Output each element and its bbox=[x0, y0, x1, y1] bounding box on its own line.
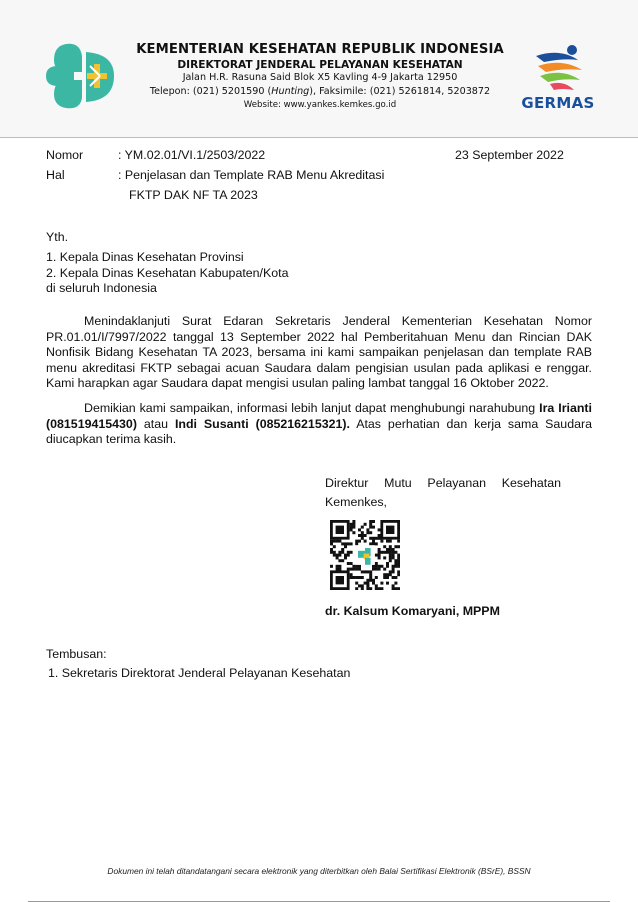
germas-logo-text: GERMAS bbox=[521, 94, 595, 112]
office-phone bbox=[120, 86, 520, 97]
nomor-value: : YM.02.01/VI.1/2503/2022 bbox=[118, 148, 266, 162]
addressee-location: di seluruh Indonesia bbox=[46, 281, 157, 295]
qr-code bbox=[330, 520, 400, 590]
letter-date: 23 September 2022 bbox=[455, 148, 564, 162]
signature-title-line1: Direktur Mutu Pelayanan Kesehatan bbox=[325, 476, 561, 490]
body-paragraph-1 bbox=[46, 314, 592, 392]
nomor-label: Nomor bbox=[46, 148, 84, 162]
addressee-yth: Yth. bbox=[46, 230, 69, 244]
directorate-name: DIREKTORAT JENDERAL PELAYANAN KESEHATAN bbox=[177, 59, 463, 71]
tembusan-item: 1. Sekretaris Direktorat Jenderal Pelayanan Kesehatan bbox=[48, 666, 351, 680]
hal-value-line2: FKTP DAK NF TA 2023 bbox=[129, 188, 258, 202]
esign-footer-note: Dokumen ini telah ditandatangani secara elektronik yang diterbitkan oleh Balai Sertifikasi Elektronik (BSrE), BSSN bbox=[107, 866, 531, 876]
office-address: Jalan H.R. Rasuna Said Blok X5 Kavling 4-9 Jakarta 12950 bbox=[182, 72, 458, 83]
contact-indi: Indi Susanti (085216215321). bbox=[174, 416, 350, 431]
kemenkes-logo bbox=[44, 42, 116, 110]
signature-title-line2: Kemenkes, bbox=[325, 495, 387, 509]
germas-logo bbox=[520, 42, 596, 114]
germas-emblem bbox=[520, 42, 596, 94]
phone-suffix: ), Faksimile: (021) 5261814, 5203872 bbox=[309, 86, 491, 97]
p2-part1: Demikian kami sampaikan, informasi lebih lanjut dapat menghubungi narahubung bbox=[84, 401, 540, 415]
hal-value-line1: : Penjelasan dan Template RAB Menu Akreditasi bbox=[118, 168, 385, 182]
addressee-item: 2. Kepala Dinas Kesehatan Kabupaten/Kota bbox=[46, 266, 289, 280]
hal-label: Hal bbox=[46, 168, 65, 182]
signer-name: dr. Kalsum Komaryani, MPPM bbox=[325, 604, 500, 618]
phone-prefix: Telepon: (021) 5201590 ( bbox=[149, 86, 272, 97]
p2-part3: Atas perhatian dan kerja sama Saudara diucapkan terima kasih. bbox=[46, 416, 592, 446]
letterhead-divider bbox=[0, 137, 638, 138]
body-paragraph-1-text: Menindaklanjuti Surat Edaran Sekretaris Jenderal Kementerian Kesehatan Nomor PR.01.01/I/7997/2022 tanggal 13 September 2022 hal Pemberitahuan Menu dan Rincian DAK Nonfisik Bidang Kesehatan TA 2023, bersama ini kami sampaikan penjelasan dan template RAB menu akreditasi FKTP sebagai acuan Saudara dalam pengisian usulan pada aplikasi e renggar. Kami harapkan agar Saudara dapat mengisi usulan paling lambat tanggal 16 Oktober 2022. bbox=[46, 314, 592, 390]
phone-hunting: Hunting bbox=[271, 86, 310, 97]
body-paragraph-2 bbox=[46, 401, 592, 448]
ministry-name: KEMENTERIAN KESEHATAN REPUBLIK INDONESIA bbox=[136, 42, 504, 57]
office-website: Website: www.yankes.kemkes.go.id bbox=[243, 100, 397, 110]
tembusan-label: Tembusan: bbox=[46, 647, 107, 661]
p2-part2: atau bbox=[136, 416, 175, 431]
addressee-item: 1. Kepala Dinas Kesehatan Provinsi bbox=[46, 250, 244, 264]
contact-ira: Ira Irianti (081519415430) bbox=[46, 401, 592, 431]
